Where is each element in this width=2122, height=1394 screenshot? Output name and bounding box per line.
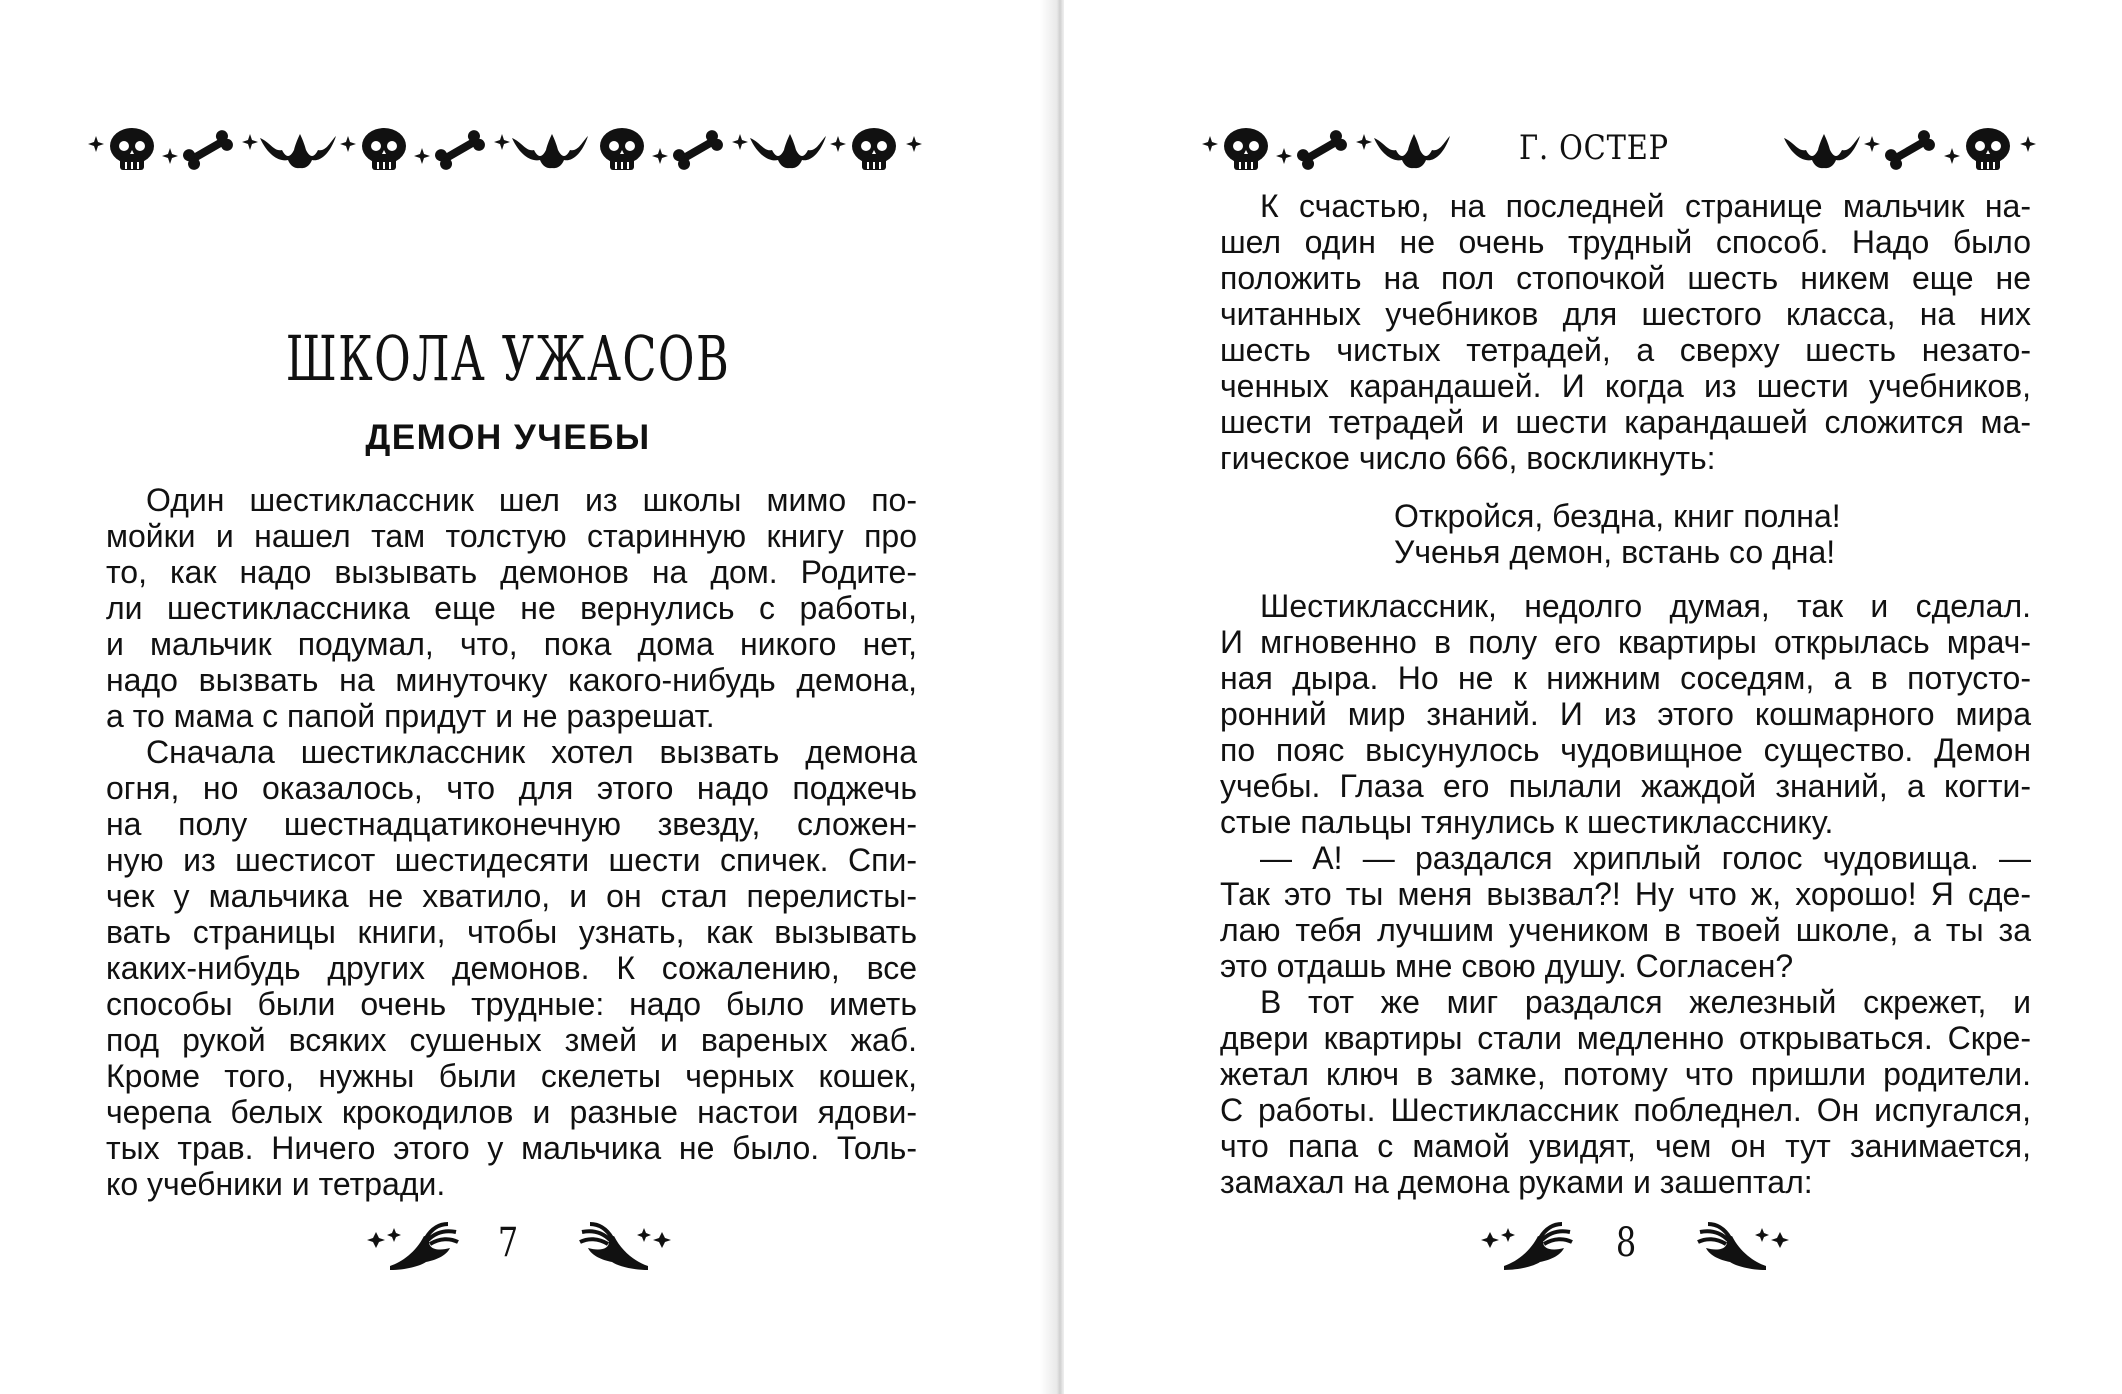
text-line: И мгновенно в полу его квартиры открылась мрач- [1220,624,2031,660]
text-line: надо вызвать на минуточку какого-нибудь демона, [106,662,917,698]
footer-ornament-right-b [1670,1222,1790,1272]
text-line: под рукой всяких сушеных змей и вареных жаб. [106,1022,917,1058]
text-line: это отдашь мне свою душу. Согласен? [1220,948,1794,984]
text-line: то, как надо вызывать демонов на дом. Родите- [106,554,917,590]
text-line: тых трав. Ничего этого у мальчика не было. Толь- [106,1130,917,1166]
running-head-author: Г. ОСТЕР [1519,128,1669,168]
text-line: способы были очень трудные: надо было иметь [106,986,917,1022]
text-line: положить на пол стопочкой шесть никем еще не [1220,260,2031,296]
text-line: К счастью, на последней странице мальчик на- [1260,188,2031,224]
text-line: ко учебники и тетради. [106,1166,446,1202]
text-line: черепа белых крокодилов и разные настои ядови- [106,1094,917,1130]
page-number-right: 8 [1615,1220,1637,1266]
text-line: Один шестиклассник шел из школы мимо по- [146,482,917,518]
story-title: ШКОЛА УЖАСОВ [285,322,731,395]
header-ornament-left [88,126,928,176]
text-line: на полу шестнадцатиконечную звезду, сложен- [106,806,917,842]
text-line: ченных карандашей. И когда из шести учебников, [1220,368,2031,404]
text-line: Сначала шестиклассник хотел вызвать демона [146,734,917,770]
page-number-left: 7 [497,1220,519,1266]
text-line: Так это ты меня вызвал?! Ну что ж, хорошо! Я сде- [1220,876,2031,912]
right-body-text-bottom [1220,588,2031,1200]
text-line: что папа с мамой увидят, чем он тут занимается, [1220,1128,2031,1164]
text-line: каких-нибудь других демонов. К сожалению, все [106,950,917,986]
text-line: стые пальцы тянулись к шестикласснику. [1220,804,1834,840]
text-line: жетал ключ в замке, потому что пришли родители. [1220,1056,2031,1092]
text-line: учебы. Глаза его пылали жаждой знаний, а когти- [1220,768,2031,804]
text-line: мойки и нашел там толстую старинную книгу про [106,518,917,554]
text-line: ронний мир знаний. И из этого кошмарного мира [1220,696,2031,732]
text-line: В тот же миг раздался железный скрежет, и [1260,984,2031,1020]
text-line: лаю тебя лучшим учеником в твоей школе, а ты за [1220,912,2031,948]
text-line: а то мама с папой придут и не разрешат. [106,698,715,734]
text-line: С работы. Шестиклассник побледнел. Он испугался, [1220,1092,2031,1128]
footer-ornament-left-b [552,1222,672,1272]
chapter-title: ДЕМОН УЧЕБЫ [365,418,651,457]
text-line: читанных учебников для шестого класса, на них [1220,296,2031,332]
text-line: и мальчик подумал, что, пока дома никого нет, [106,626,917,662]
text-line: ную из шестисот шестидесяти шести спичек. Спи- [106,842,917,878]
text-line: шел один не очень трудный способ. Надо было [1220,224,2031,260]
text-line: Кроме того, нужны были скелеты черных кошек, [106,1058,917,1094]
text-line: ли шестиклассника еще не вернулись с работы, [106,590,917,626]
poem-line: Откройся, бездна, книг полна! [1394,498,1841,534]
left-body-text [106,482,917,1202]
footer-ornament-right-a [1480,1222,1600,1272]
text-line: — А! — раздался хриплый голос чудовища. — [1260,840,2031,876]
text-line: чек у мальчика не хватило, и он стал перелисты- [106,878,917,914]
text-line: вать страницы книги, чтобы узнать, как вызывать [106,914,917,950]
text-line: Шестиклассник, недолго думая, так и сделал. [1260,588,2031,624]
poem-line: Ученья демон, встань со дна! [1394,534,1836,570]
footer-ornament-left-a [366,1222,486,1272]
left-page [0,0,1058,1394]
text-line: гическое число 666, воскликнуть: [1220,440,1716,476]
text-line: ная дыра. Но не к нижним соседям, а в потусто- [1220,660,2031,696]
header-ornament-right-b [1784,126,2044,176]
text-line: двери квартиры стали медленно открываться. Скре- [1220,1020,2031,1056]
right-page [1064,0,2122,1394]
text-line: шесть чистых тетрадей, а сверху шесть незато- [1220,332,2031,368]
incantation-poem [1394,498,1914,570]
text-line: замахал на демона руками и зашептал: [1220,1164,1813,1200]
text-line: по пояс высунулось чудовищное существо. Демон [1220,732,2031,768]
right-body-text-top [1220,188,2031,476]
text-line: огня, но оказалось, что для этого надо поджечь [106,770,917,806]
header-ornament-right-a [1202,126,1462,176]
text-line: шести тетрадей и шести карандашей сложится ма- [1220,404,2031,440]
